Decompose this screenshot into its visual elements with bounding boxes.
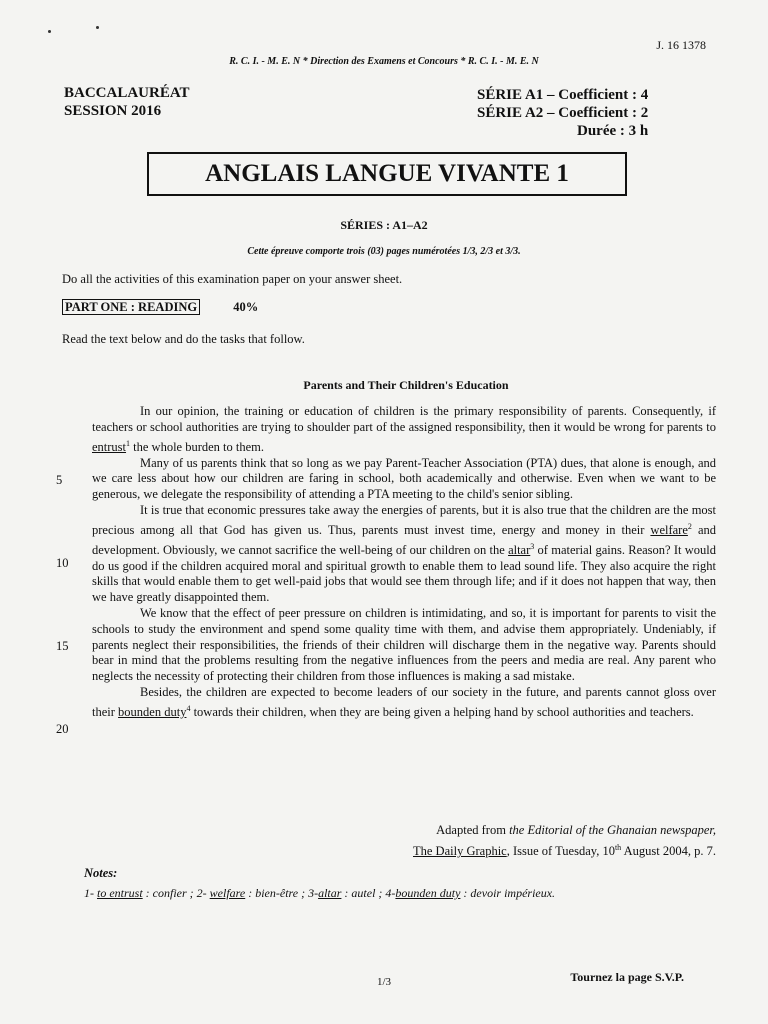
- paragraph: In our opinion, the training or education of children is the primary responsibility of parents. Consequently, if teachers or school authorities are trying to shoulder part of the assigned responsibility, then it would be wrong for parents to entrust$^1$ the whole burden to them.: [92, 404, 716, 454]
- exam-name: BACCALAURÉAT: [64, 85, 190, 101]
- line-number: 20: [56, 722, 69, 736]
- notes-heading: Notes:: [84, 866, 118, 880]
- part-one-percent: 40%: [233, 300, 259, 314]
- part-one-heading: [62, 300, 258, 315]
- header-right: [477, 86, 648, 140]
- page-number: 1/3: [376, 976, 392, 988]
- serie-a1: SÉRIE A1 – Coefficient : 4: [477, 87, 649, 103]
- turn-page-note: Tournez la page S.V.P.: [570, 970, 684, 984]
- source-citation: Adapted from the Editorial of the Ghanaian newspaper, The Daily Graphic, Issue of Tuesday, 10th August 2004, p. 7.: [413, 823, 716, 859]
- series-line: SÉRIES : A1–A2: [340, 218, 428, 232]
- line-number: 15: [56, 639, 69, 653]
- general-instruction: Do all the activities of this examination paper on your answer sheet.: [62, 272, 403, 286]
- line-number: 5: [56, 473, 63, 487]
- header-left: [64, 84, 190, 120]
- serie-a2: SÉRIE A2 – Coefficient : 2: [477, 105, 649, 121]
- read-instruction: Read the text below and do the tasks that follow.: [62, 332, 305, 346]
- speck: [96, 26, 99, 29]
- organization-line: R. C. I. - M. E. N * Direction des Examens et Concours * R. C. I. - M. E. N: [229, 56, 539, 67]
- pages-note: Cette épreuve comporte trois (03) pages numérotées 1/3, 2/3 et 3/3.: [247, 246, 521, 257]
- notes-list: 1- to entrust : confier ; 2- welfare : bien-être ; 3-altar : autel ; 4-bounden duty : devoir impérieux.: [84, 886, 556, 900]
- paragraph: Many of us parents think that so long as we pay Parent-Teacher Association (PTA) dues, that alone is enough, and we care less about how our children are faring in school, both academically and otherwise. Even when we want to be generous, we delegate the responsibility of attending a PTA meeting to the child's senior sibling.: [92, 455, 716, 502]
- text-title: Parents and Their Children's Education: [303, 378, 509, 392]
- paragraph: It is true that economic pressures take away the energies of parents, but it is also true that the children are the most precious among all that God has given us. Thus, parents must invest time, energy and money in their welfare$^2$ and development. Obviously, we cannot sacrifice the well-being of our children on the altar$^3$ of material gains. Reason? It would do us good if the children acquired moral and spiritual growth to enable them to lead sound life. They also acquire the right skills that would enable them to get well-paid jobs that would see them through life; and if it does not happen that way, then we have greatly disappointed them.: [92, 502, 716, 605]
- paragraph: Besides, the children are expected to become leaders of our society in the future, and parents cannot gloss over their bounden duty$^4$ towards their children, when they are being given a helping hand by school authorities and teachers.: [92, 685, 716, 719]
- paragraph: We know that the effect of peer pressure on children is intimidating, and so, it is important for parents to visit the schools to study the environment and spend some quality time with them, and advise them appropriately. Undeniably, if parents neglect their responsibilities, the friends of their children will discharge them in the negative way. Parents should bear in mind that the problems resulting from the negative influences from the peers and media are real. Any parent who neglects the necessity of protecting their children from those influences is making a sad mistake.: [92, 606, 716, 684]
- reference-code: J. 16 1378: [656, 38, 706, 52]
- speck: [48, 30, 51, 33]
- part-one-label: PART ONE : READING: [62, 299, 200, 315]
- exam-title: ANGLAIS LANGUE VIVANTE 1: [147, 152, 627, 196]
- duration: Durée : 3 h: [577, 123, 649, 139]
- reading-passage: [92, 404, 716, 721]
- line-number: 10: [56, 556, 69, 570]
- session: SESSION 2016: [64, 103, 162, 119]
